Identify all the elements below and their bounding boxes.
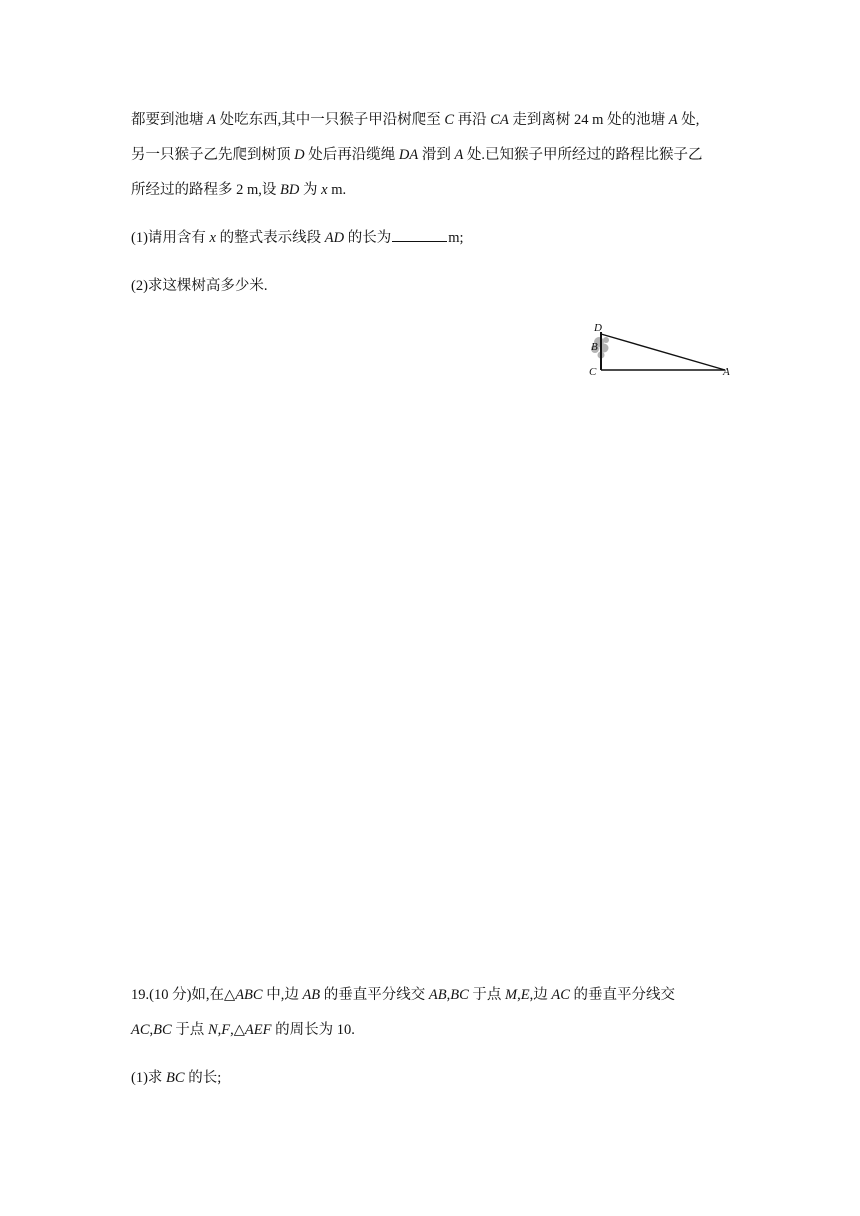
segment-da (601, 334, 725, 370)
q18-line-1: 都要到池塘 A 处吃东西,其中一只猴子甲沿树爬至 C 再沿 CA 走到离树 24 m 处的池塘 A 处, (131, 112, 700, 128)
q18-line-3: 所经过的路程多 2 m,设 BD 为 x m. (131, 182, 347, 198)
q19-line-1: 19.(10 分)如,在△ABC 中,边 AB 的垂直平分线交 AB,BC 于点 M,E,边 AC 的垂直平分线交 (131, 987, 676, 1003)
q19-line-2: AC,BC 于点 N,F,△AEF 的周长为 10. (131, 1022, 355, 1038)
point-label-a: A (723, 366, 730, 378)
q19-part-1: (1)求 BC 的长; (131, 1070, 222, 1086)
point-label-d: D (594, 322, 602, 334)
tree-pond-figure (585, 318, 735, 382)
point-label-b: B (591, 341, 598, 353)
q18-part-1: (1)请用含有 x 的整式表示线段 AD 的长为 m; (131, 230, 464, 246)
q18-part-2: (2)求这棵树高多少米. (131, 278, 268, 294)
answer-blank[interactable] (392, 229, 447, 242)
q18-line-2: 另一只猴子乙先爬到树顶 D 处后再沿缆绳 DA 滑到 A 处.已知猴子甲所经过的路程比猴子乙 (131, 147, 703, 163)
point-label-c: C (589, 366, 597, 378)
